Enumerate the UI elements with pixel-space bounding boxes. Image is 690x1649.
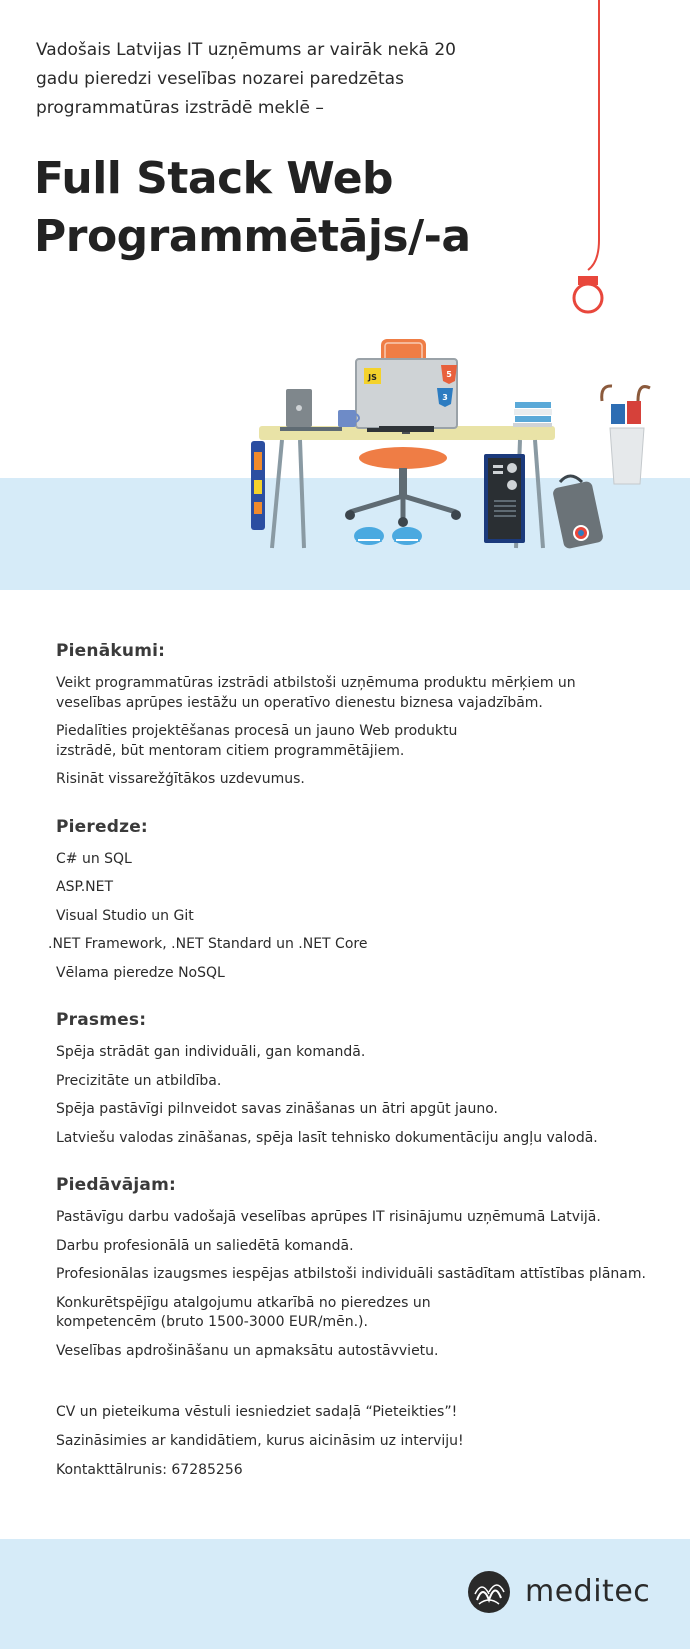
workspace-illustration xyxy=(0,0,690,600)
list-item: Precizitāte un atbildība. xyxy=(56,1072,222,1089)
section-heading-offer: Piedāvājam: xyxy=(56,1175,177,1195)
list-item: C# un SQL xyxy=(56,850,132,867)
list-item: Darbu profesionālā un saliedētā komandā. xyxy=(56,1237,354,1254)
list-item: Spēja strādāt gan individuāli, gan komandā. xyxy=(56,1044,366,1060)
list-item: ASP.NET xyxy=(56,879,114,895)
js-badge-text: JS xyxy=(368,373,377,382)
list-item: Vēlama pieredze NoSQL xyxy=(56,964,225,981)
list-item: Veikt programmatūras izstrādi atbilstoši uzņēmuma produktu mērķiem un veselības aprūpes iestāžu un operatīvo dienestu biznesa vajadzībām. xyxy=(56,675,576,711)
section-heading-duties: Pienākumi: xyxy=(56,641,166,661)
list-item: Pastāvīgu darbu vadošajā veselības aprūpes IT risinājumu uzņēmumā Latvijā. xyxy=(56,1209,601,1225)
contact-note: Sazināsimies ar kandidātiem, kurus aicināsim uz interviju! xyxy=(56,1433,464,1449)
monitor-icon xyxy=(356,359,457,434)
list-item: Konkurētspējīgu atalgojumu atkarībā no pieredzes un kompetencēm (bruto 1500-3000 EUR/mēn.). xyxy=(56,1294,431,1330)
brand-logo xyxy=(467,1570,650,1614)
section-heading-skills: Prasmes: xyxy=(56,1010,147,1030)
meditec-logo-icon xyxy=(467,1570,511,1614)
job-title-line-1: Full Stack Web xyxy=(34,153,394,204)
section-skills xyxy=(56,1009,676,1148)
laptop-icon xyxy=(280,389,342,431)
list-item: Visual Studio un Git xyxy=(56,907,194,924)
books-stack-icon xyxy=(513,402,552,427)
apply-instruction: CV un pieteikuma vēstuli iesniedziet sadaļā “Pieteikties”! xyxy=(56,1404,458,1420)
section-offer xyxy=(56,1174,676,1361)
job-description xyxy=(48,640,676,1490)
css3-badge-text: 3 xyxy=(442,393,448,402)
intro-text: Vadošais Latvijas IT uzņēmums ar vairāk nekā 20 gadu pieredzi veselības nozarei paredzētas programmatūras izstrādē meklē – xyxy=(36,40,457,118)
list-item: Veselības apdrošināšanu un apmaksātu autostāvvietu. xyxy=(56,1342,439,1359)
list-item: Latviešu valodas zināšanas, spēja lasīt tehnisko dokumentāciju angļu valodā. xyxy=(56,1129,598,1146)
php-mug-icon xyxy=(338,410,359,427)
backpack-icon xyxy=(552,476,604,549)
section-experience xyxy=(48,816,676,984)
hanging-cable-icon xyxy=(574,0,602,312)
section-heading-experience: Pieredze: xyxy=(56,816,148,837)
toy-blaster-icon xyxy=(251,441,265,530)
umbrella-stand-icon xyxy=(602,386,650,484)
list-item: Risināt vissarežģītākos uzdevumus. xyxy=(56,771,305,787)
offer-list xyxy=(56,1208,676,1361)
closing-block xyxy=(56,1403,676,1480)
pc-tower-icon xyxy=(484,454,525,543)
duties-list xyxy=(56,674,676,790)
job-title-line-2: Programmētājs/-a xyxy=(34,211,471,262)
contact-phone: Kontakttālrunis: 67285256 xyxy=(56,1462,243,1478)
keyboard-icon xyxy=(367,428,434,432)
skills-list xyxy=(56,1043,676,1148)
list-item: Spēja pastāvīgi pilnveidot savas zināšanas un ātri apgūt jauno. xyxy=(56,1101,499,1117)
brand-name: meditec xyxy=(525,1574,651,1609)
html5-badge-text: 5 xyxy=(446,370,452,379)
experience-list xyxy=(48,850,676,984)
section-duties xyxy=(56,640,676,790)
list-item: Profesionālas izaugsmes iespējas atbilstoši individuāli sastādītam attīstības plānam. xyxy=(56,1266,646,1282)
list-item: Piedalīties projektēšanas procesā un jauno Web produktu izstrādē, būt mentoram citiem programmētājiem. xyxy=(56,723,458,759)
list-item: .NET Framework, .NET Standard un .NET Core xyxy=(48,936,368,952)
shark-slippers-icon xyxy=(354,527,422,545)
